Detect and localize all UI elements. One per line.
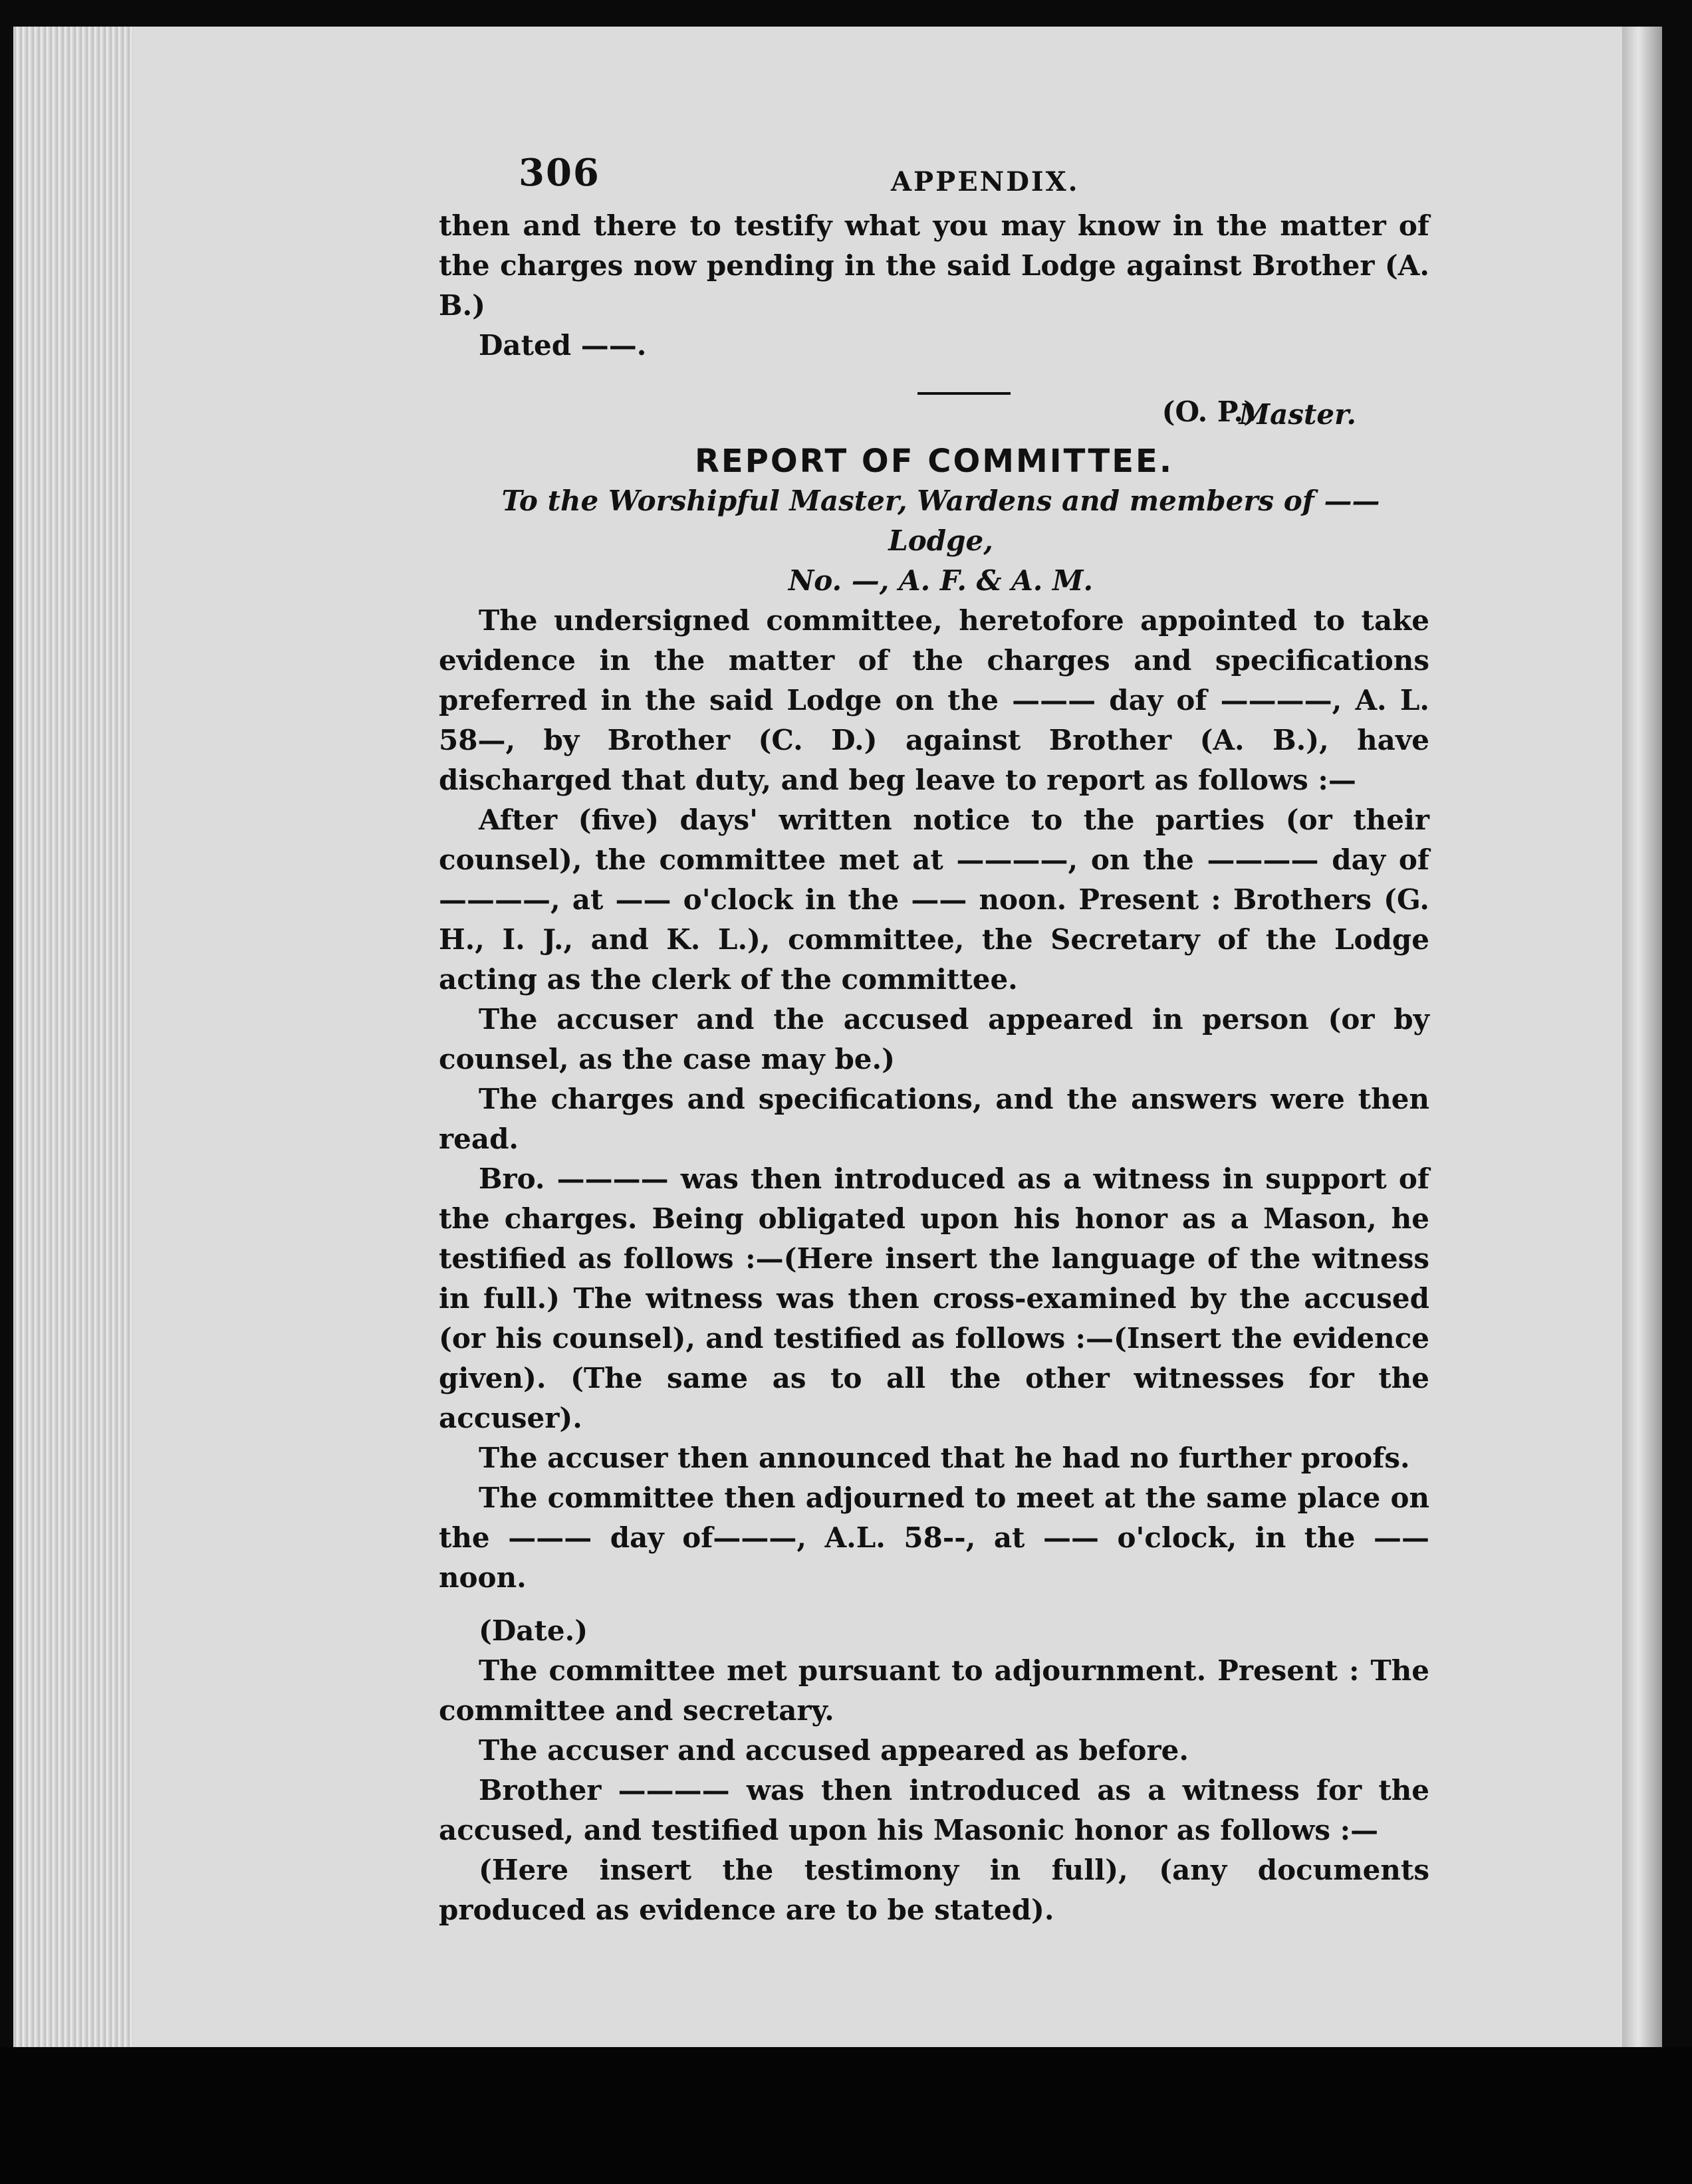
address-line-2: No. —, A. F. & A. M. — [788, 564, 1094, 597]
report-paragraph: The committee met pursuant to adjournment. Present : The committee and secretary. — [439, 1654, 1429, 1727]
report-paragraph: Brother ———— was then introduced as a witness for the accused, and testified upon his Masonic honor as follows :— — [439, 1774, 1429, 1846]
report-paragraph: The undersigned committee, heretofore appointed to take evidence in the matter of the charges and specifications preferred in the said Lodge on the ——— day of ————, A. L. 58—, by Brother (C. D.) against Brother (A. B.), have discharged that duty, and beg leave to report as follows :— — [439, 604, 1429, 796]
running-head — [439, 153, 1429, 206]
report-paragraph: The charges and specifications, and the answers were then read. — [439, 1083, 1429, 1155]
signature-initials: (O. P.) — [1161, 395, 1257, 428]
book-page-edges — [13, 27, 146, 2054]
report-paragraph: After (five) days' written notice to the parties (or their counsel), the committee met at ————, on the ———— day of ————, at —— o'clock in the —— noon. Present : Brothers (G. H., I. J., and K. L.), committee, the Secretary of the Lodge acting as the clerk of the committee. — [439, 804, 1429, 996]
report-paragraph: The accuser then announced that he had no further proofs. — [479, 1442, 1410, 1474]
address-line-1: To the Worshipful Master, Wardens and members of —— Lodge, — [501, 485, 1380, 557]
report-paragraph: The committee then adjourned to meet at the same place on the ——— day of———, A.L. 58--, at —— o'clock, in the —— noon. — [439, 1481, 1429, 1594]
report-paragraph: Bro. ———— was then introduced as a witness in support of the charges. Being obligated upon his honor as a Mason, he testified as follows :—(Here insert the language of the witness in full.) The witness was then cross-examined by the accused (or his counsel), and testified as follows :—(Insert the evidence given). (The same as to all the other witnesses for the accuser). — [439, 1162, 1429, 1434]
report-paragraph: (Here insert the testimony in full), (any documents produced as evidence are to be stated). — [439, 1854, 1429, 1926]
scan-background — [0, 2047, 1692, 2184]
running-title: APPENDIX. — [891, 166, 1080, 197]
page-content — [439, 153, 1429, 1930]
continuation-paragraph: then and there to testify what you may know in the matter of the charges now pending in the said Lodge against Brother (A. B.) — [439, 209, 1429, 322]
dated-line: Dated ——. — [479, 329, 647, 362]
report-paragraph: The accuser and accused appeared as before. — [479, 1734, 1189, 1767]
signature-title: Master. — [1239, 398, 1356, 431]
report-paragraph: The accuser and the accused appeared in person (or by counsel, as the case may be.) — [439, 1003, 1429, 1075]
page-number: 306 — [519, 151, 600, 195]
binding-shadow — [1622, 27, 1662, 2054]
date-placeholder: (Date.) — [479, 1614, 588, 1647]
report-title: REPORT OF COMMITTEE. — [694, 443, 1174, 480]
